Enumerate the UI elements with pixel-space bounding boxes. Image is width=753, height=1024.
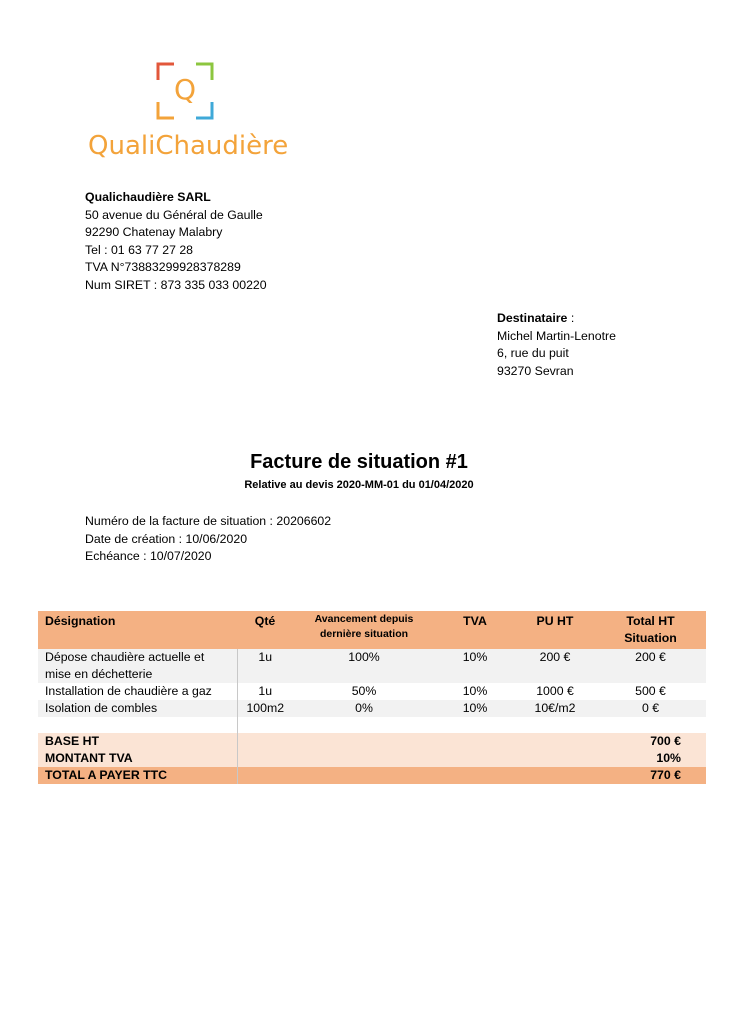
header-vat: TVA bbox=[435, 611, 515, 649]
row-unit-price: 10€/m2 bbox=[515, 700, 595, 717]
header-total: Total HT Situation bbox=[595, 611, 706, 649]
header-progress: Avancement depuis dernière situation bbox=[293, 611, 435, 649]
row-qty: 100m2 bbox=[237, 700, 293, 717]
company-logo bbox=[84, 52, 296, 170]
due-date: Echéance : 10/07/2020 bbox=[85, 549, 212, 563]
row-qty: 1u bbox=[258, 684, 273, 698]
document-title: Facture de situation #1 bbox=[250, 451, 468, 473]
row-unit-price: 200 € bbox=[515, 649, 595, 683]
row-progress: 100% bbox=[293, 649, 435, 683]
company-city: 92290 Chatenay Malabry bbox=[85, 225, 223, 239]
vat-amount-value: 10% bbox=[595, 750, 706, 767]
company-block bbox=[85, 189, 267, 294]
recipient-block bbox=[497, 310, 616, 380]
row-progress: 0% bbox=[293, 700, 435, 717]
recipient-label: Destinataire bbox=[497, 311, 568, 325]
company-siret: Num SIRET : 873 335 033 00220 bbox=[85, 277, 267, 292]
invoice-number: Numéro de la facture de situation : 20206602 bbox=[85, 514, 332, 528]
total-row-base bbox=[38, 733, 706, 750]
row-total: 0 € bbox=[595, 700, 706, 717]
total-row-ttc bbox=[38, 767, 706, 784]
row-unit-price: 1000 € bbox=[536, 684, 574, 698]
header-designation: Désignation bbox=[38, 611, 237, 649]
table-header-row bbox=[38, 611, 706, 649]
total-row-vat bbox=[38, 750, 706, 767]
row-total: 500 € bbox=[635, 684, 666, 698]
row-vat: 10% bbox=[435, 649, 515, 683]
table-row bbox=[38, 649, 706, 683]
company-name: Qualichaudière SARL bbox=[85, 190, 211, 204]
invoice-meta bbox=[85, 513, 331, 566]
recipient-name: Michel Martin-Lenotre bbox=[497, 328, 616, 343]
row-designation: Installation de chaudière a gaz bbox=[38, 683, 237, 700]
row-progress: 50% bbox=[351, 684, 377, 698]
table-row bbox=[38, 700, 706, 717]
company-phone: Tel : 01 63 77 27 28 bbox=[85, 242, 194, 257]
row-vat: 10% bbox=[435, 700, 515, 717]
row-designation: Isolation de combles bbox=[38, 700, 237, 717]
spacer-row bbox=[38, 717, 706, 733]
company-address: 50 avenue du Général de Gaulle bbox=[85, 207, 263, 222]
creation-date: Date de création : 10/06/2020 bbox=[85, 531, 248, 546]
row-designation: Dépose chaudière actuelle et mise en déchetterie bbox=[38, 649, 237, 683]
recipient-city: 93270 Sevran bbox=[497, 363, 574, 378]
recipient-label-suffix: : bbox=[567, 311, 575, 325]
table-row bbox=[38, 683, 706, 700]
logo-name: QualiChaudière bbox=[88, 131, 289, 161]
total-ttc-value: 770 € bbox=[595, 767, 706, 784]
row-total: 200 € bbox=[595, 649, 706, 683]
logo-letter: Q bbox=[173, 73, 197, 106]
recipient-address: 6, rue du puit bbox=[497, 346, 569, 360]
items-table bbox=[38, 611, 706, 784]
base-ht-label: BASE HT bbox=[38, 733, 237, 750]
header-qty: Qté bbox=[237, 611, 293, 649]
base-ht-value: 700 € bbox=[595, 733, 706, 750]
document-subtitle: Relative au devis 2020-MM-01 du 01/04/2020 bbox=[244, 479, 474, 491]
row-qty: 1u bbox=[237, 649, 293, 683]
header-unit-price: PU HT bbox=[515, 611, 595, 649]
total-ttc-label: TOTAL A PAYER TTC bbox=[38, 767, 237, 784]
company-vat: TVA N°73883299928378289 bbox=[85, 260, 241, 274]
vat-amount-label: MONTANT TVA bbox=[38, 750, 237, 767]
row-vat: 10% bbox=[462, 684, 488, 698]
recipient-label-line bbox=[497, 310, 616, 328]
